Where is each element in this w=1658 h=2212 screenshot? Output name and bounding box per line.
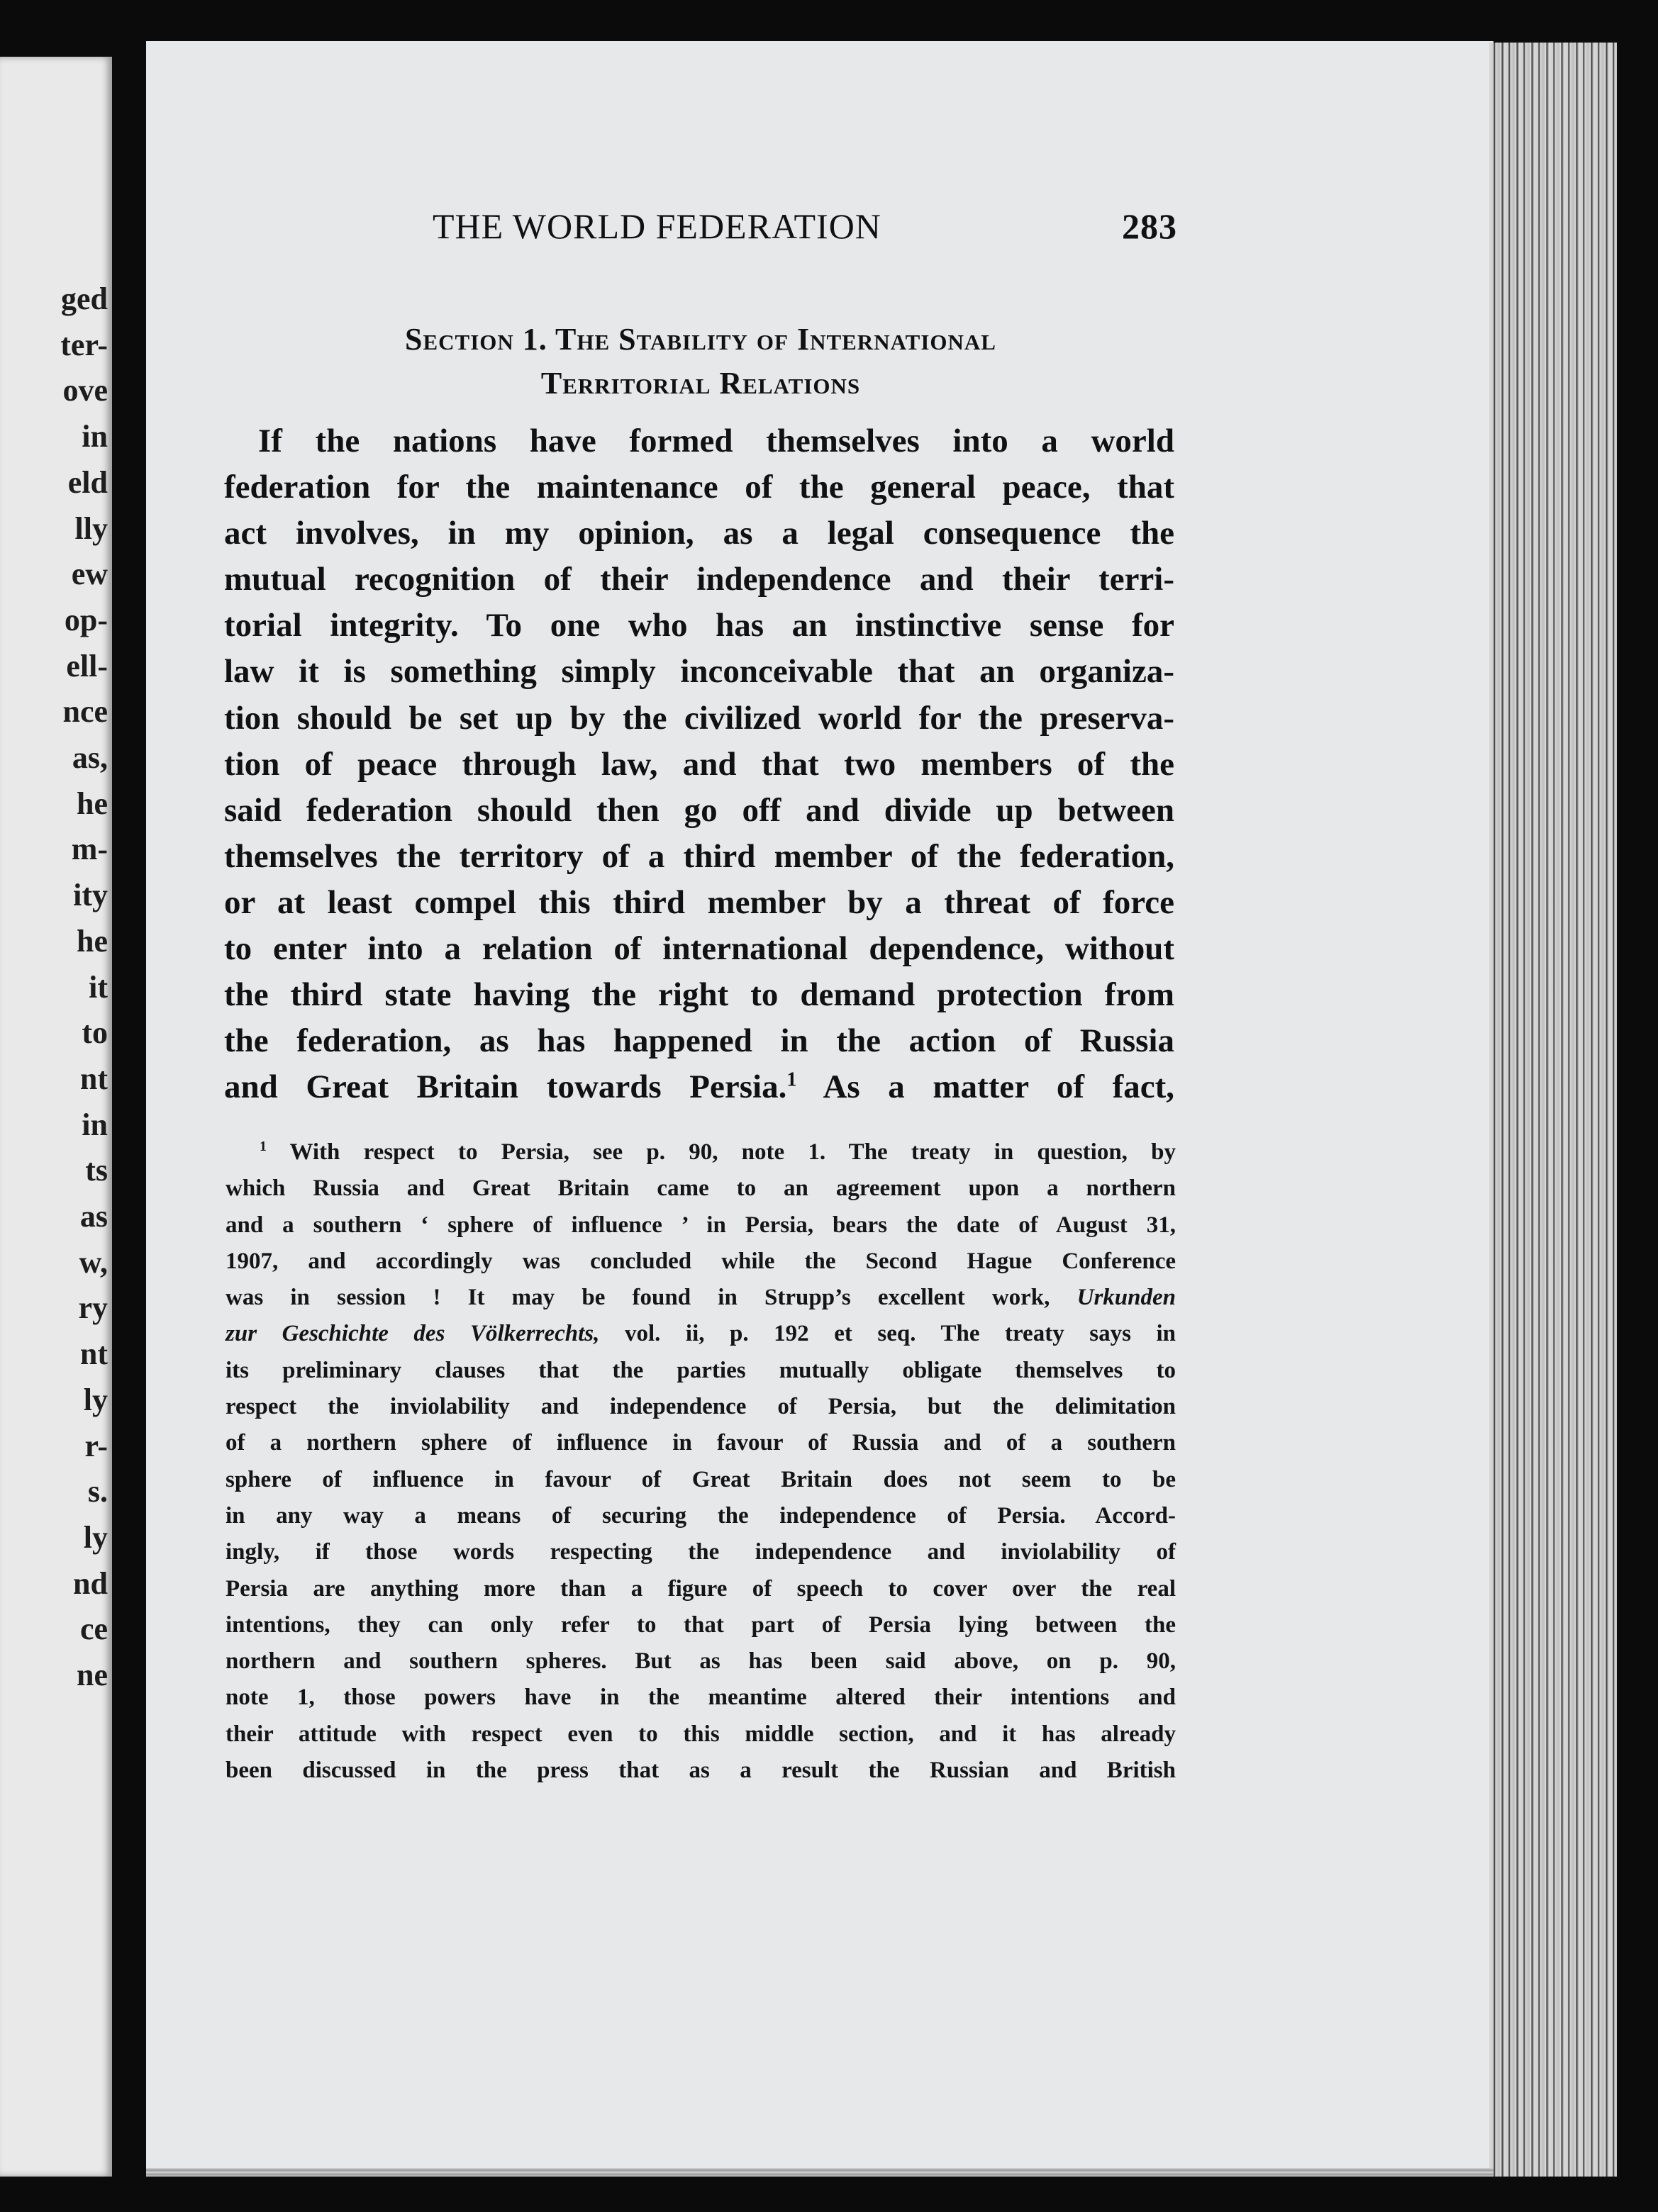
section-heading-line: Territorial Relations: [540, 366, 861, 401]
left-fragment: in: [82, 419, 108, 454]
body-line: said federation should then go off and divide up between: [224, 791, 1174, 829]
body-line: the federation, as has happened in the action of Russia: [224, 1022, 1174, 1060]
footnote-line: intentions, they can only refer to that part of Persia lying between the: [226, 1611, 1176, 1638]
footnote-line: sphere of influence in favour of Great Britain does not seem to be: [226, 1466, 1176, 1492]
left-fragment: ry: [78, 1290, 108, 1326]
left-fragment: nt: [79, 1336, 108, 1372]
footnote-line: their attitude with respect even to this middle section, and it has already: [226, 1721, 1176, 1747]
page-bottom-edge: [146, 2168, 1493, 2177]
left-fragment: ove: [62, 373, 108, 408]
footnote-line: note 1, those powers have in the meantime altered their intentions and: [226, 1685, 1176, 1711]
left-fragment: ter-: [60, 327, 108, 362]
body-line: tion of peace through law, and that two members of the: [224, 745, 1174, 783]
footnote-line: of a northern sphere of influence in favour of Russia and of a southern: [226, 1430, 1176, 1456]
left-fragment: in: [82, 1107, 108, 1142]
left-fragment: ged: [61, 281, 108, 316]
body-line: [224, 1064, 1174, 1110]
left-fragment: lly: [74, 510, 108, 546]
footnote-italic-title: zur Geschichte des Völkerrechts,: [226, 1321, 600, 1347]
footnote-text: vol. ii, p. 192 et seq. The treaty says in: [599, 1321, 1176, 1347]
body-line: torial integrity. To one who has an instinctive sense for: [224, 607, 1174, 644]
footnote: [226, 1134, 1176, 1789]
footnote-line: its preliminary clauses that the parties mutually obligate themselves to: [226, 1357, 1176, 1383]
footnote-text: was in session ! It may be found in Strupp’s excellent work,: [226, 1285, 1050, 1311]
body-line: tion should be set up by the civilized world for the preserva-: [224, 699, 1174, 737]
section-heading: [226, 318, 1176, 406]
footnote-marker: 1: [260, 1139, 267, 1154]
footnote-reference: 1: [786, 1068, 797, 1091]
page-number: 283: [1122, 206, 1177, 246]
left-fragment: nce: [62, 694, 108, 730]
left-fragment: ts: [85, 1153, 108, 1188]
left-fragment: s.: [87, 1474, 108, 1509]
footnote-line: which Russia and Great Britain came to an agreement upon a northern: [226, 1175, 1176, 1202]
left-fragment: as: [79, 1199, 108, 1234]
body-line: to enter into a relation of international dependence, without: [224, 930, 1174, 968]
left-fragment: it: [89, 969, 108, 1005]
footnote-line: [226, 1280, 1176, 1316]
footnote-line: in any way a means of securing the independence of Persia. Accord-: [226, 1502, 1176, 1529]
left-facing-page: [0, 57, 112, 2177]
left-fragment: ity: [73, 878, 108, 913]
left-fragment: m-: [71, 832, 108, 867]
left-fragment: ly: [83, 1519, 108, 1555]
footnote-line: [226, 1134, 1176, 1171]
footnote-line: Persia are anything more than a figure of speech to cover over the real: [226, 1575, 1176, 1602]
body-line: If the nations have formed themselves into a world: [258, 423, 1174, 459]
footnote-line: ingly, if those words respecting the independence and inviolability of: [226, 1539, 1176, 1565]
body-line: themselves the territory of a third member of the federation,: [224, 837, 1174, 875]
left-fragment: eld: [67, 464, 108, 500]
left-fragment: ew: [71, 557, 108, 592]
footnote-line: [226, 1316, 1176, 1352]
left-fragment: w,: [79, 1244, 108, 1280]
left-fragment: he: [77, 923, 108, 959]
footnote-italic-title: Urkunden: [1076, 1285, 1176, 1311]
left-fragment: ell-: [66, 648, 108, 683]
body-line: mutual recognition of their independence and their terri-: [224, 561, 1174, 598]
footnote-text: With respect to Persia, see p. 90, note 1. The treaty in question, by: [266, 1139, 1176, 1165]
left-fragment: nd: [73, 1565, 108, 1601]
left-fragment: ly: [83, 1382, 108, 1417]
footnote-line: respect the inviolability and independence of Persia, but the delimitation: [226, 1394, 1176, 1420]
left-fragment: r-: [84, 1428, 108, 1463]
footnote-line: northern and southern spheres. But as has been said above, on p. 90,: [226, 1648, 1176, 1675]
body-text-segment: As a matter of fact,: [796, 1068, 1174, 1106]
body-line: the third state having the right to demand protection from: [224, 976, 1174, 1014]
left-fragment: op-: [64, 602, 108, 637]
left-fragment: as,: [72, 740, 108, 776]
left-fragment: to: [82, 1015, 108, 1051]
left-page-text-fragments: [60, 276, 108, 1699]
footnote-line: and a southern ‘ sphere of influence ’ in Persia, bears the date of August 31,: [226, 1212, 1176, 1238]
footnote-line: 1907, and accordingly was concluded while the Second Hague Conference: [226, 1248, 1176, 1274]
body-line: law it is something simply inconceivable that an organiza-: [224, 653, 1174, 691]
body-text-segment: and Great Britain towards Persia.: [224, 1068, 787, 1106]
footnote-line: been discussed in the press that as a result the Russian and British: [226, 1758, 1176, 1784]
body-line: act involves, in my opinion, as a legal consequence the: [224, 515, 1174, 552]
left-fragment: ce: [79, 1611, 108, 1647]
left-fragment: he: [77, 786, 108, 821]
body-paragraph: [224, 418, 1174, 1110]
body-line: federation for the maintenance of the general peace, that: [224, 469, 1174, 506]
page-fore-edge: [1489, 43, 1617, 2177]
running-title: THE WORLD FEDERATION: [433, 206, 881, 246]
body-line: or at least compel this third member by a threat of force: [224, 883, 1174, 921]
left-fragment: nt: [79, 1061, 108, 1096]
left-fragment: ne: [77, 1658, 108, 1693]
section-heading-line: Section 1. The Stability of International: [405, 322, 996, 357]
